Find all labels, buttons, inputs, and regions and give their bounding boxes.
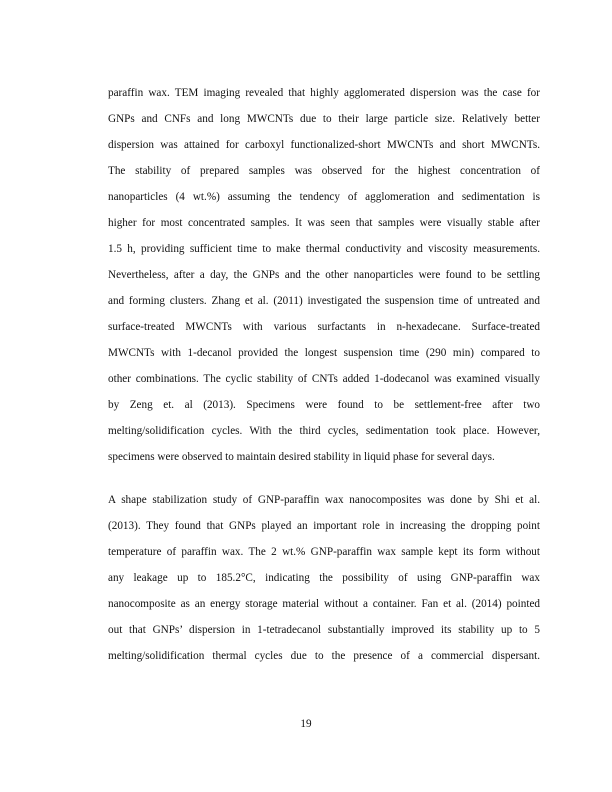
page-number: 19 [300, 718, 312, 730]
text-line: temperature of paraffin wax. The 2 wt.% GNP-paraffin wax sample kept its form without [108, 546, 540, 558]
text-line: A shape stabilization study of GNP-paraffin wax nanocomposites was done by Shi et al. [108, 494, 540, 506]
text-line-last: specimens were observed to maintain desired stability in liquid phase for several days. [108, 451, 495, 463]
text-line: 1.5 h, providing sufficient time to make thermal conductivity and viscosity measurements. [108, 243, 540, 255]
text-line: melting/solidification cycles. With the third cycles, sedimentation took place. However, [108, 425, 540, 437]
text-line: any leakage up to 185.2°C, indicating the possibility of using GNP-paraffin wax [108, 572, 540, 584]
text-line: paraffin wax. TEM imaging revealed that highly agglomerated dispersion was the case for [108, 87, 540, 99]
text-line: melting/solidification thermal cycles due to the presence of a commercial dispersant. [108, 650, 540, 662]
text-line: (2013). They found that GNPs played an important role in increasing the dropping point [108, 520, 540, 532]
text-line: and forming clusters. Zhang et al. (2011) investigated the suspension time of untreated and [108, 295, 540, 307]
text-line: dispersion was attained for carboxyl functionalized-short MWCNTs and short MWCNTs. [108, 139, 540, 151]
text-line: nanocomposite as an energy storage material without a container. Fan et al. (2014) pointed [108, 598, 540, 610]
text-line: GNPs and CNFs and long MWCNTs due to their large particle size. Relatively better [108, 113, 540, 125]
text-line: higher for most concentrated samples. It was seen that samples were visually stable after [108, 217, 540, 229]
text-line: Nevertheless, after a day, the GNPs and the other nanoparticles were found to be settling [108, 269, 540, 281]
text-line: MWCNTs with 1-decanol provided the longest suspension time (290 min) compared to [108, 347, 540, 359]
text-line: surface-treated MWCNTs with various surfactants in n-hexadecane. Surface-treated [108, 321, 540, 333]
text-line: nanoparticles (4 wt.%) assuming the tendency of agglomeration and sedimentation is [108, 191, 540, 203]
text-line: out that GNPs’ dispersion in 1-tetradecanol substantially improved its stability up to 5 [108, 624, 540, 636]
text-line: by Zeng et. al (2013). Specimens were found to be settlement-free after two [108, 399, 540, 411]
text-line: other combinations. The cyclic stability of CNTs added 1-dodecanol was examined visually [108, 373, 540, 385]
text-line: The stability of prepared samples was observed for the highest concentration of [108, 165, 540, 177]
